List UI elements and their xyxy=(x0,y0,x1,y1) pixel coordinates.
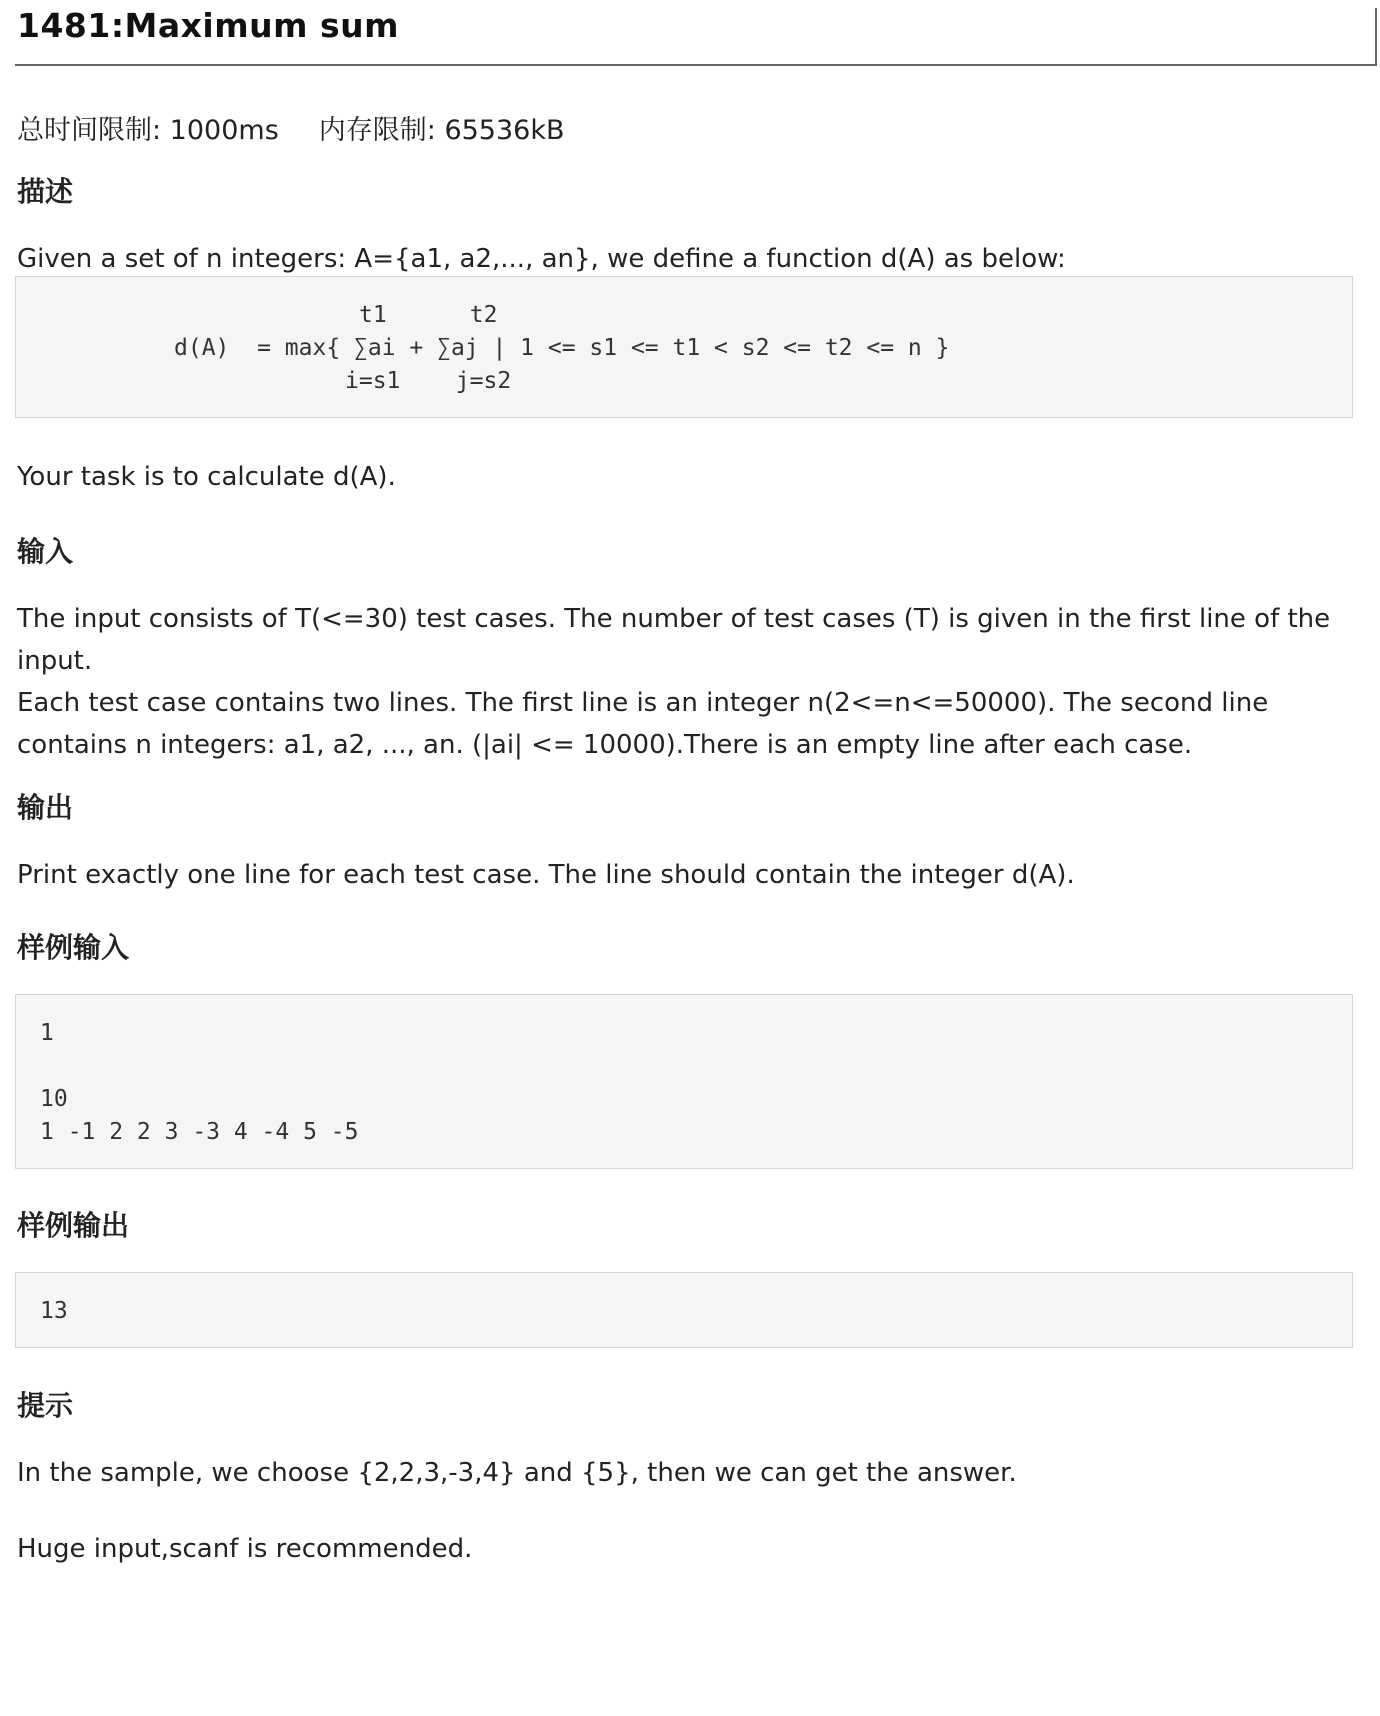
sample-output-heading: 样例输出 xyxy=(17,1209,130,1242)
input-line-2: Each test case contains two lines. The first line is an integer n(2<=n<=50000). The second line contains n integers: a1, a2, ..., an. (|ai| <= 10000).There is an empty line after each case. xyxy=(17,688,1269,760)
formula-upper-limits: t1 t2 xyxy=(359,302,498,328)
sample-input-line: 1 -1 2 2 3 -3 4 -4 5 -5 xyxy=(40,1119,359,1145)
sample-input-line: 10 xyxy=(40,1086,68,1112)
input-heading: 输入 xyxy=(17,535,74,568)
limits-row xyxy=(17,108,565,147)
formula-box xyxy=(15,276,1353,418)
formula-main: d(A) = max{ ∑ai + ∑aj | 1 <= s1 <= t1 < s2 <= t2 <= n } xyxy=(174,335,950,361)
output-heading: 输出 xyxy=(17,791,74,824)
input-description xyxy=(17,598,1347,766)
title-bar xyxy=(15,0,1377,66)
description-heading: 描述 xyxy=(17,175,74,208)
sample-input-box xyxy=(15,994,1353,1169)
sample-output-box xyxy=(15,1272,1353,1348)
task-text: Your task is to calculate d(A). xyxy=(17,462,396,492)
memory-limit: 内存限制: 65536kB xyxy=(318,115,565,146)
problem-page xyxy=(15,0,1355,1564)
hint-heading: 提示 xyxy=(17,1389,74,1422)
sample-input-heading: 样例输入 xyxy=(17,931,130,964)
time-limit: 总时间限制: 1000ms xyxy=(17,115,279,146)
page-title: 1481:Maximum sum xyxy=(17,6,400,45)
hint-line-1: In the sample, we choose {2,2,3,-3,4} and {5}, then we can get the answer. xyxy=(17,1458,1017,1488)
sample-input-line: 1 xyxy=(40,1020,54,1046)
formula-lower-limits: i=s1 j=s2 xyxy=(345,368,512,394)
description-intro: Given a set of n integers: A={a1, a2,..., an}, we define a function d(A) as below: xyxy=(17,244,1066,274)
bottom-fade xyxy=(580,1606,1380,1716)
sample-output-line: 13 xyxy=(40,1298,68,1324)
output-description: Print exactly one line for each test case. The line should contain the integer d(A). xyxy=(17,860,1075,890)
hint-line-2: Huge input,scanf is recommended. xyxy=(17,1534,473,1564)
input-line-1: The input consists of T(<=30) test cases. The number of test cases (T) is given in the first line of the input. xyxy=(17,604,1331,676)
